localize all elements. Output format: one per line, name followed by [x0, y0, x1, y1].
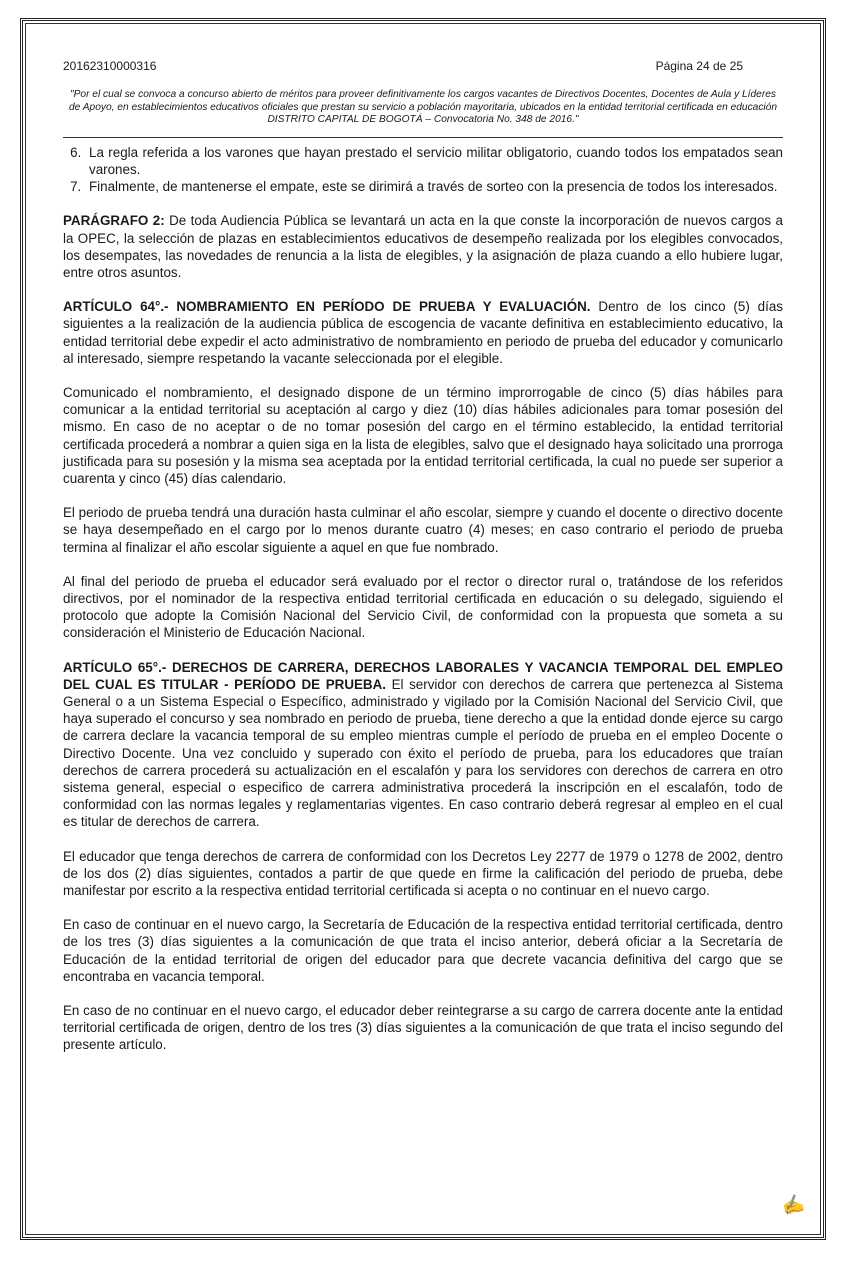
paragraph-text: El servidor con derechos de carrera que pertenezca al Sistema General o a un Sistema Especial o Específico, administrado y vigilado por la Comisión Nacional del Servicio Civil, que haya superado el concurso y sea nombrado en periodo de prueba, tiene derecho a que la entidad donde ejerce su cargo de carrera declare la vacancia temporal de su empleo mientras cumple el período de prueba en el empleo Docente o Directivo Docente. Una vez concluido y superado con éxito el período de prueba, para los educadores que traían derechos de carrera procederá su actualización en el escalafón y para los servidores con derechos de carrera en otro sistema general, especial o especifico de carrera administrativa procederá la inscripción en el escalafón, todo de conformidad con las normas legales y reglamentarias vigentes. En caso contrario deberá regresar al empleo en el cual es titular de derechos de carrera. [63, 676, 783, 830]
paragraph-text: En caso de no continuar en el nuevo cargo, el educador deber reintegrarse a su cargo de carrera docente ante la entidad territorial certificada de origen, dentro de los tres (3) días siguientes a la comunicación de que trata el inciso segundo del presente artículo. [63, 1003, 783, 1053]
paragraph-text: El educador que tenga derechos de carrera de conformidad con los Decretos Ley 2277 de 1979 o 1278 de 2002, dentro de los dos (2) días siguientes, contados a partir de que quede en firme la calificación del periodo de prueba, debe manifestar por escrito a la respectiva entidad territorial certificada si acepta o no continuar en el nuevo cargo. [63, 848, 783, 899]
paragraph [63, 384, 783, 487]
paragraph-text: Al final del periodo de prueba el educador será evaluado por el rector o director rural o, tratándose de los referidos directivos, por el nominador de la respectiva entidad territorial certificada en educación o su delegado, siguiendo el protocolo que adopte la Comisión Nacional del Servicio Civil, de conformidad con la propuesta que someta a su consideración el Ministerio de Educación Nacional. [63, 573, 783, 641]
paragraph [63, 916, 783, 985]
paragraph-heading: ARTÍCULO 65°.- DERECHOS DE CARRERA, DERECHOS LABORALES Y VACANCIA TEMPORAL DEL EMPLEO DEL CUAL ES TITULAR - PERÍODO DE PRUEBA. [63, 659, 783, 692]
initials-signature: ✍ [779, 1192, 807, 1218]
paragraph-text: En caso de continuar en el nuevo cargo, la Secretaría de Educación de la respectiva entidad territorial certificada, dentro de los tres (3) días siguientes a la comunicación de que trata el inciso anterior, deberá oficiar a la Secretaría de Educación de la entidad territorial de origen del educador para que decrete vacancia definitiva del cargo que se encontraba en vacancia temporal. [63, 917, 783, 984]
paragraph-heading: ARTÍCULO 64°.- NOMBRAMIENTO EN PERÍODO DE PRUEBA Y EVALUACIÓN. [63, 299, 591, 315]
document-number: 20162310000316 [63, 59, 157, 73]
page-header [63, 58, 783, 75]
document-subtitle: "Por el cual se convoca a concurso abierto de méritos para proveer definitivamente los cargos vacantes de Directivos Docentes, Docentes de Aula y Líderes de Apoyo, en establecimientos educativos oficiales que prestan su servicio a población mayoritaria, ubicados en la entidad territorial certificada en educación DISTRITO CAPITAL DE BOGOTÁ – Convocatoria No. 348 de 2016." [68, 89, 778, 126]
paragraph-text: El periodo de prueba tendrá una duración hasta culminar el año escolar, siempre y cuando el docente o directivo docente se haya desempeñado en el cargo por lo menos durante cuatro (4) meses; en caso contrario el periodo de prueba termina al finalizar el año escolar siguiente a aquel en que fue nombrado. [63, 505, 783, 555]
paragraph [63, 659, 783, 831]
paragraph-text: De toda Audiencia Pública se levantará un acta en la que conste la incorporación de nuevos cargos a la OPEC, la selección de plazas en establecimientos educativos de desempeño realizada por los elegibles convocados, los desempates, las novedades de renuncia a la lista de elegibles, y la asignación de plaza cuando a ello hubiere lugar, entre otros asuntos. [63, 213, 783, 280]
paragraph [63, 298, 783, 367]
list-item: 6. La regla referida a los varones que hayan prestado el servicio militar obligatorio, cuando todos los empatados sean varones. [85, 144, 783, 178]
document-body [63, 58, 783, 1071]
paragraph-text: Comunicado el nombramiento, el designado dispone de un término improrrogable de cinco (5) días hábiles para comunicar a la entidad territorial su aceptación al cargo y diez (10) días hábiles adicionales para tomar posesión del mismo. En caso de no aceptar o de no tomar posesión del cargo en el término establecido, la entidad territorial certificada procederá a nombrar a quien siga en la lista de elegibles, salvo que el designado haya solicitado una prorroga justificada para su posesión y la misma sea aceptada por la entidad territorial certificada, la cual no puede ser superior a cuarenta y cinco (45) días calendario. [63, 384, 783, 486]
paragraph [63, 504, 783, 556]
paragraph [63, 212, 783, 281]
header-divider [63, 137, 783, 138]
list-item: 7. Finalmente, de mantenerse el empate, este se dirimirá a través de sorteo con la presencia de todos los interesados. [85, 178, 783, 195]
paragraph [63, 848, 783, 900]
paragraph [63, 1002, 783, 1054]
paragraph-text: Dentro de los cinco (5) días siguientes a la realización de la audiencia pública de escogencia de vacante definitiva en establecimiento educativo, la entidad territorial debe expedir el acto administrativo de nombramiento en periodo de prueba del educador y comunicarlo al interesado, siempre respetando la vacante seleccionada por el elegible. [63, 299, 783, 366]
page-number: Página 24 de 25 [655, 59, 743, 73]
paragraph-heading: PARÁGRAFO 2: [63, 213, 165, 229]
tiebreak-list [63, 144, 783, 196]
paragraph [63, 573, 783, 642]
